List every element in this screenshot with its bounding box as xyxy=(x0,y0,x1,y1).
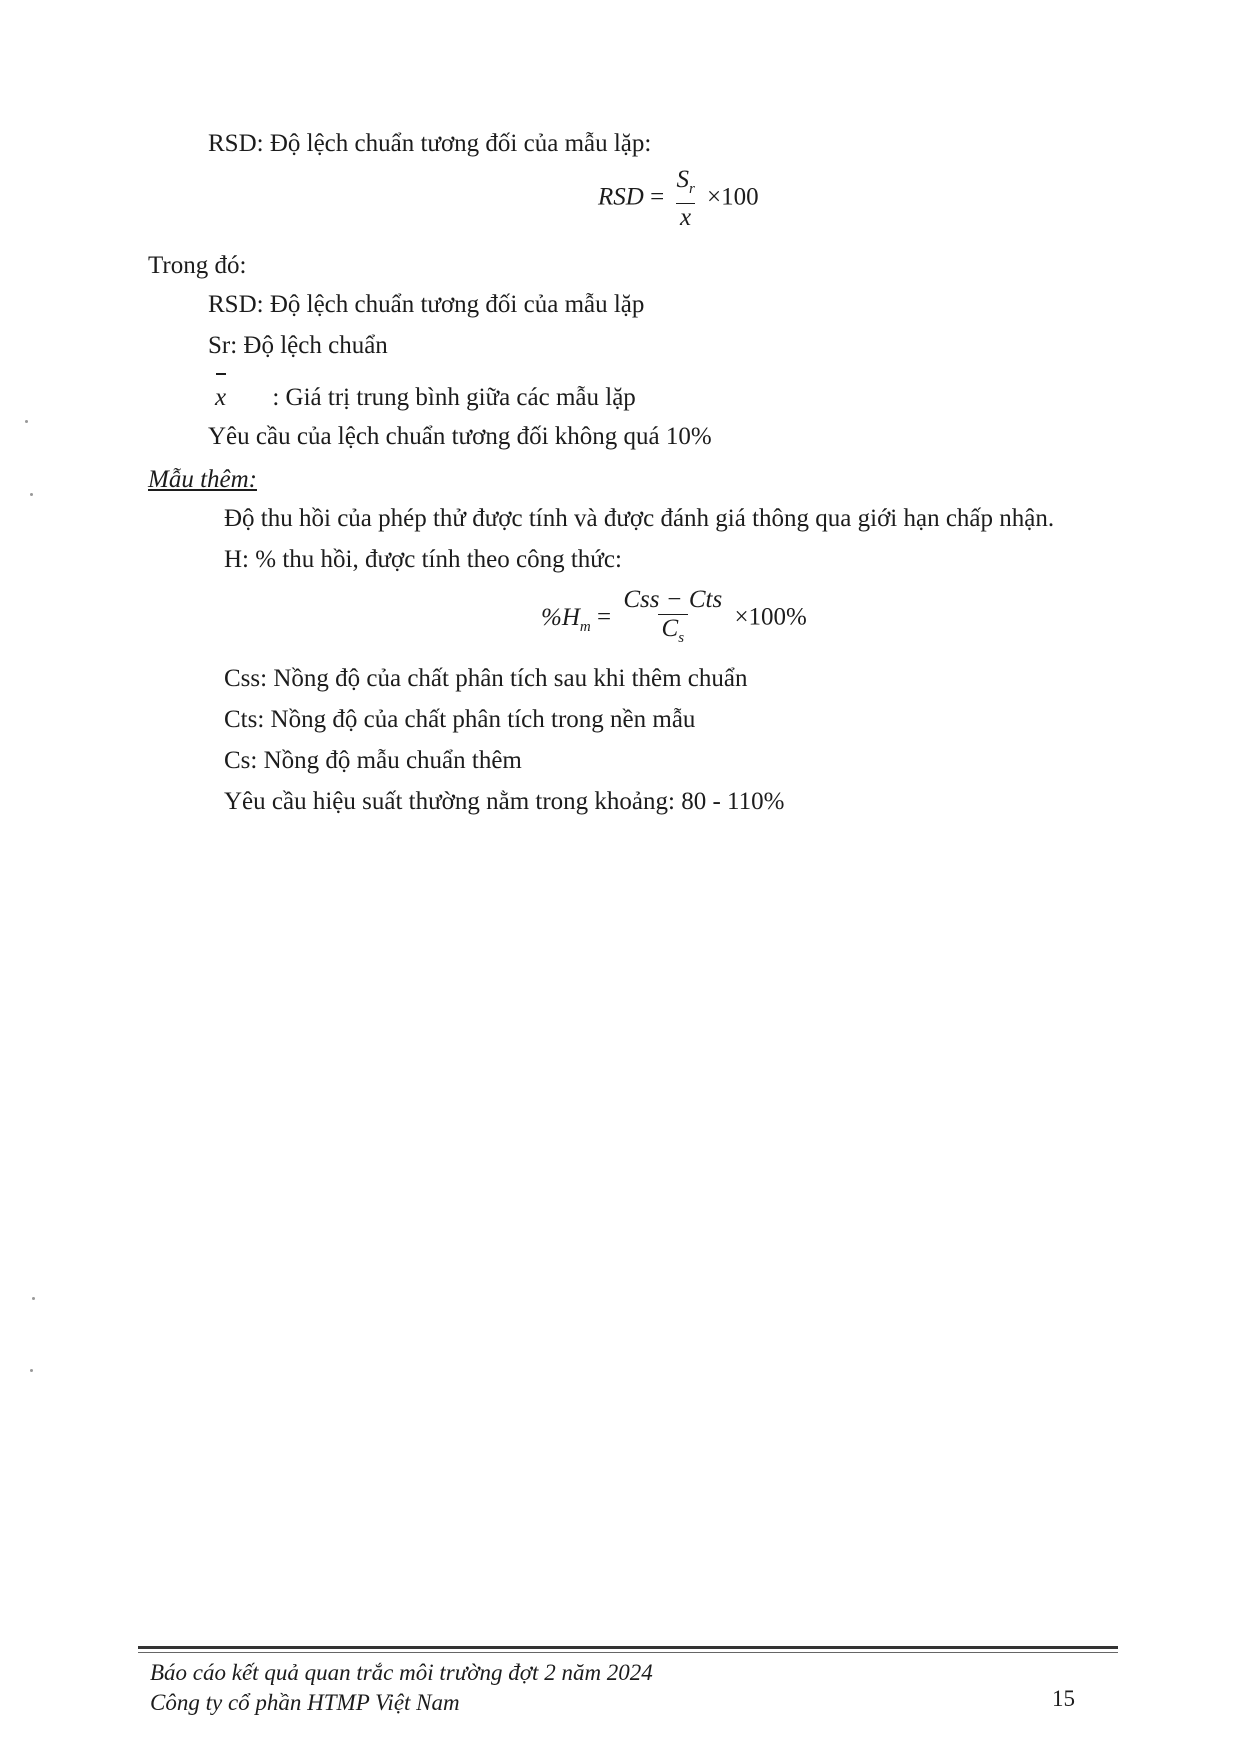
def-css: Css: Nồng độ của chất phân tích sau khi thêm chuẩn xyxy=(224,665,748,692)
rsd-formula-denominator: x xyxy=(676,203,695,232)
footer-report-title: Báo cáo kết quả quan trắc môi trường đợt 2 năm 2024 xyxy=(150,1660,653,1685)
spike-heading: Mẫu thêm: xyxy=(148,466,257,493)
recovery-formula-denominator: $C_s$ xyxy=(658,614,689,652)
spike-requirement: Yêu cầu hiệu suất thường nằm trong khoảng: 80 - 110% xyxy=(224,788,785,815)
rsd-formula-fraction xyxy=(672,166,698,232)
def-rsd: RSD: Độ lệch chuẩn tương đối của mẫu lặp xyxy=(208,291,645,318)
def-sr: Sr: Độ lệch chuẩn xyxy=(208,332,388,359)
h-definition: H: % thu hồi, được tính theo công thức: xyxy=(224,546,622,573)
footer-company: Công ty cổ phần HTMP Việt Nam xyxy=(150,1690,460,1715)
scan-speck xyxy=(30,1369,33,1372)
scan-speck xyxy=(30,493,33,496)
recovery-formula-fraction xyxy=(619,586,726,652)
rsd-intro: RSD: Độ lệch chuẩn tương đối của mẫu lặp: xyxy=(208,130,652,157)
recovery-formula-eq: = xyxy=(596,603,612,631)
recovery-formula-times: ×100% xyxy=(734,603,807,631)
rsd-formula-numerator: $S_r$ xyxy=(676,166,695,197)
scan-speck xyxy=(25,420,28,423)
recovery-formula-lhs: $\%H_m$ xyxy=(541,603,591,635)
rsd-formula xyxy=(598,166,759,232)
page-number: 15 xyxy=(1052,1686,1075,1711)
x-bar-symbol: x xyxy=(215,384,227,411)
rsd-requirement: Yêu cầu của lệch chuẩn tương đối không quá 10% xyxy=(208,423,712,450)
def-cts: Cts: Nồng độ của chất phân tích trong nền mẫu xyxy=(224,706,696,733)
scan-speck xyxy=(32,1297,35,1300)
rsd-formula-times: ×100 xyxy=(707,183,759,211)
def-x xyxy=(215,383,636,413)
rsd-formula-eq: = xyxy=(650,183,665,211)
trong-do-label: Trong đó: xyxy=(148,252,247,279)
recovery-formula-numerator: Css − Cts xyxy=(623,586,723,613)
def-x-text: : Giá trị trung bình giữa các mẫu lặp xyxy=(272,384,636,411)
footer-rule xyxy=(138,1646,1118,1653)
rsd-formula-lhs: RSD xyxy=(598,183,644,211)
spike-intro: Độ thu hồi của phép thử được tính và được đánh giá thông qua giới hạn chấp nhận. xyxy=(224,505,1055,532)
def-cs: Cs: Nồng độ mẫu chuẩn thêm xyxy=(224,747,522,774)
recovery-formula xyxy=(541,586,807,652)
